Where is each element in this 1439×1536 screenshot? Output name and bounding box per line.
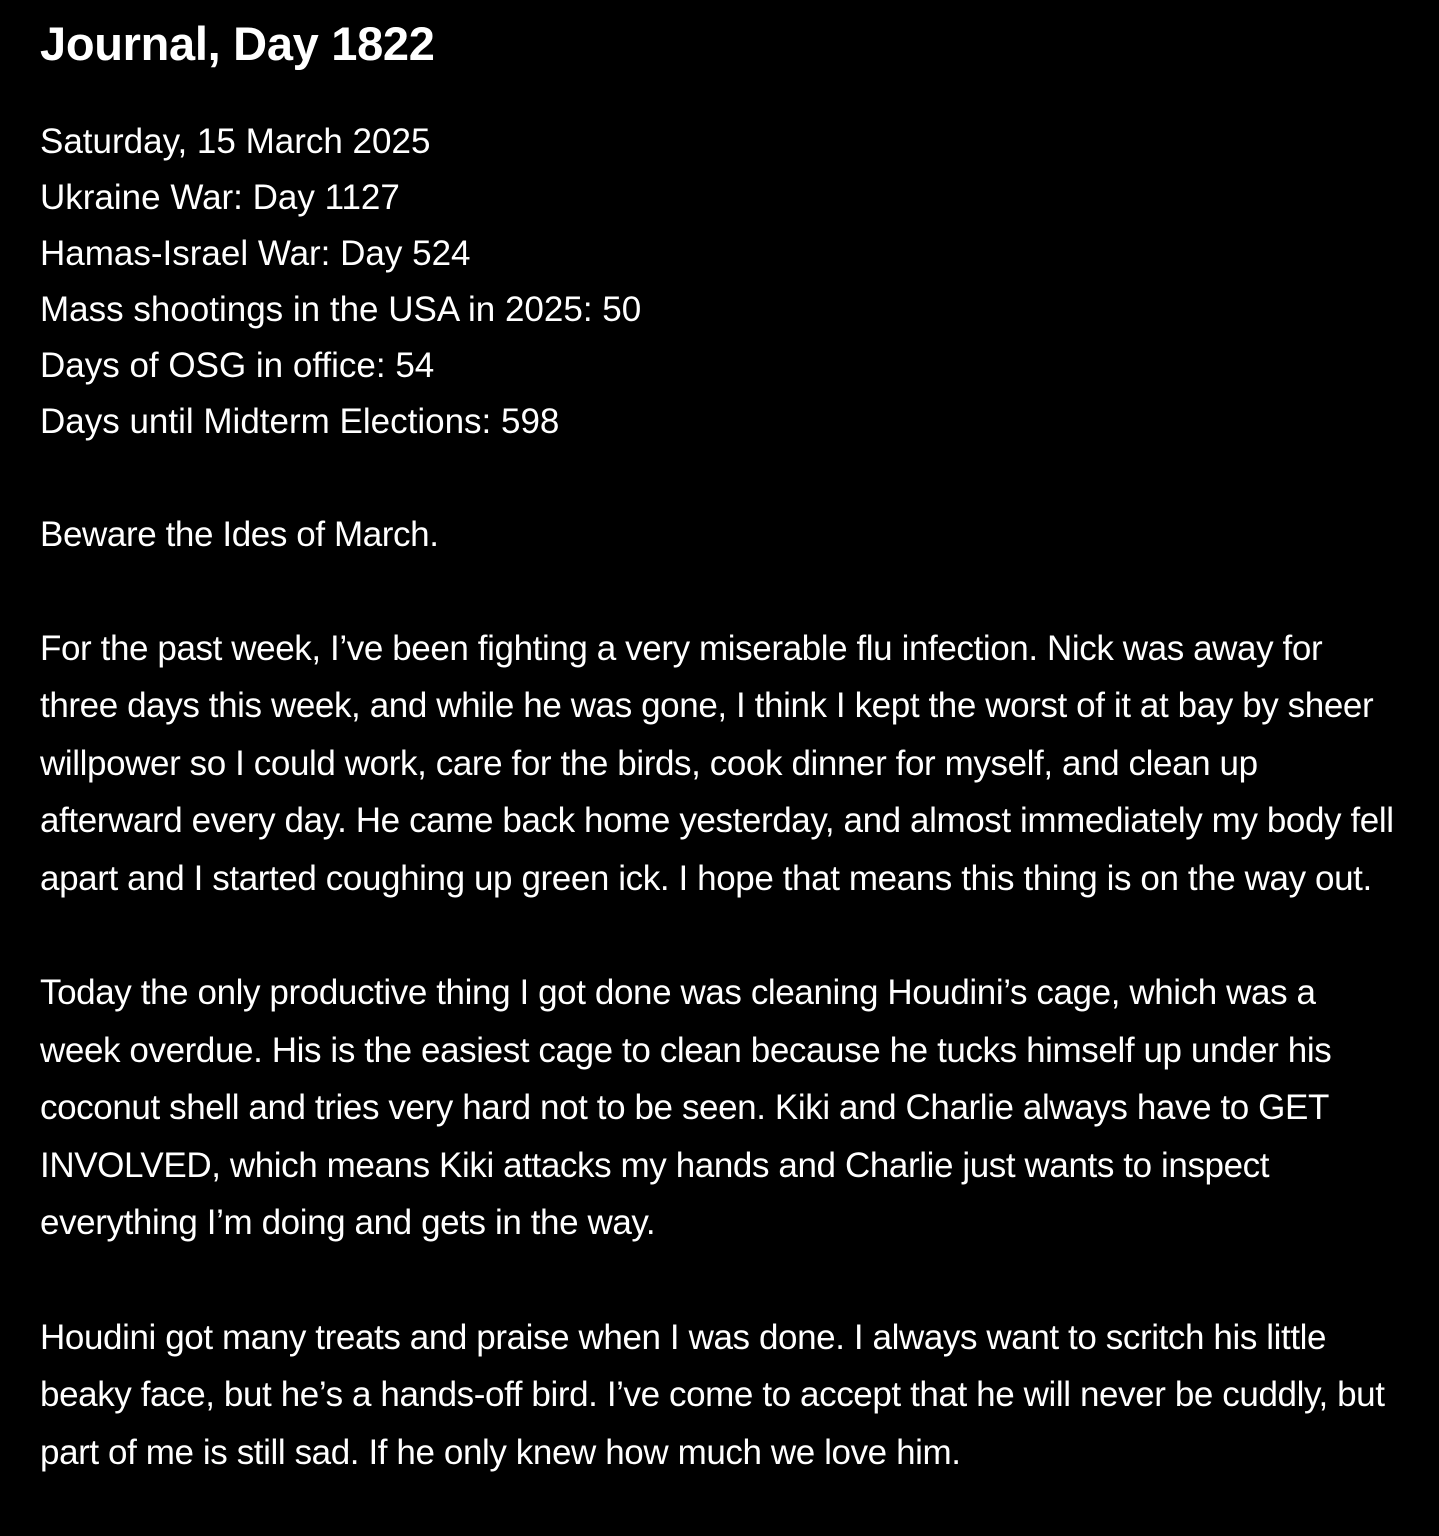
stat-mass-shootings: Mass shootings in the USA in 2025: 50 bbox=[40, 290, 642, 329]
journal-stats bbox=[40, 114, 1399, 450]
stat-days-in-office: Days of OSG in office: 54 bbox=[40, 346, 435, 385]
paragraph-flu: For the past week, I’ve been fighting a very miserable flu infection. Nick was away for three days this week, and while he was gone, I think I kept the worst of it at bay by sheer willpower so I could work, care for the birds, cook dinner for myself, and clean up afterward every day. He came back home yesterday, and almost immediately my body fell apart and I started coughing up green ick. I hope that means this thing is on the way out. bbox=[40, 628, 1394, 898]
paragraph-cage-cleaning: Today the only productive thing I got done was cleaning Houdini’s cage, which was a week overdue. His is the easiest cage to clean because he tucks himself up under his coconut shell and tries very hard not to be seen. Kiki and Charlie always have to GET INVOLVED, which means Kiki attacks my hands and Charlie just wants to inspect everything I’m doing and gets in the way. bbox=[40, 973, 1332, 1242]
journal-title: Journal, Day 1822 bbox=[40, 17, 435, 70]
stat-days-until-midterms: Days until Midterm Elections: 598 bbox=[40, 402, 560, 441]
paragraph-ides: Beware the Ides of March. bbox=[40, 515, 439, 554]
paragraph-treats: Houdini got many treats and praise when I was done. I always want to scritch his little beaky face, but he’s a hands-off bird. I’ve come to accept that he will never be cuddly, but part of me is still sad. If he only knew how much we love him. bbox=[40, 1317, 1385, 1472]
stat-hamas-israel-war: Hamas-Israel War: Day 524 bbox=[40, 234, 471, 273]
stat-date: Saturday, 15 March 2025 bbox=[40, 122, 431, 161]
stat-ukraine-war: Ukraine War: Day 1127 bbox=[40, 178, 400, 217]
